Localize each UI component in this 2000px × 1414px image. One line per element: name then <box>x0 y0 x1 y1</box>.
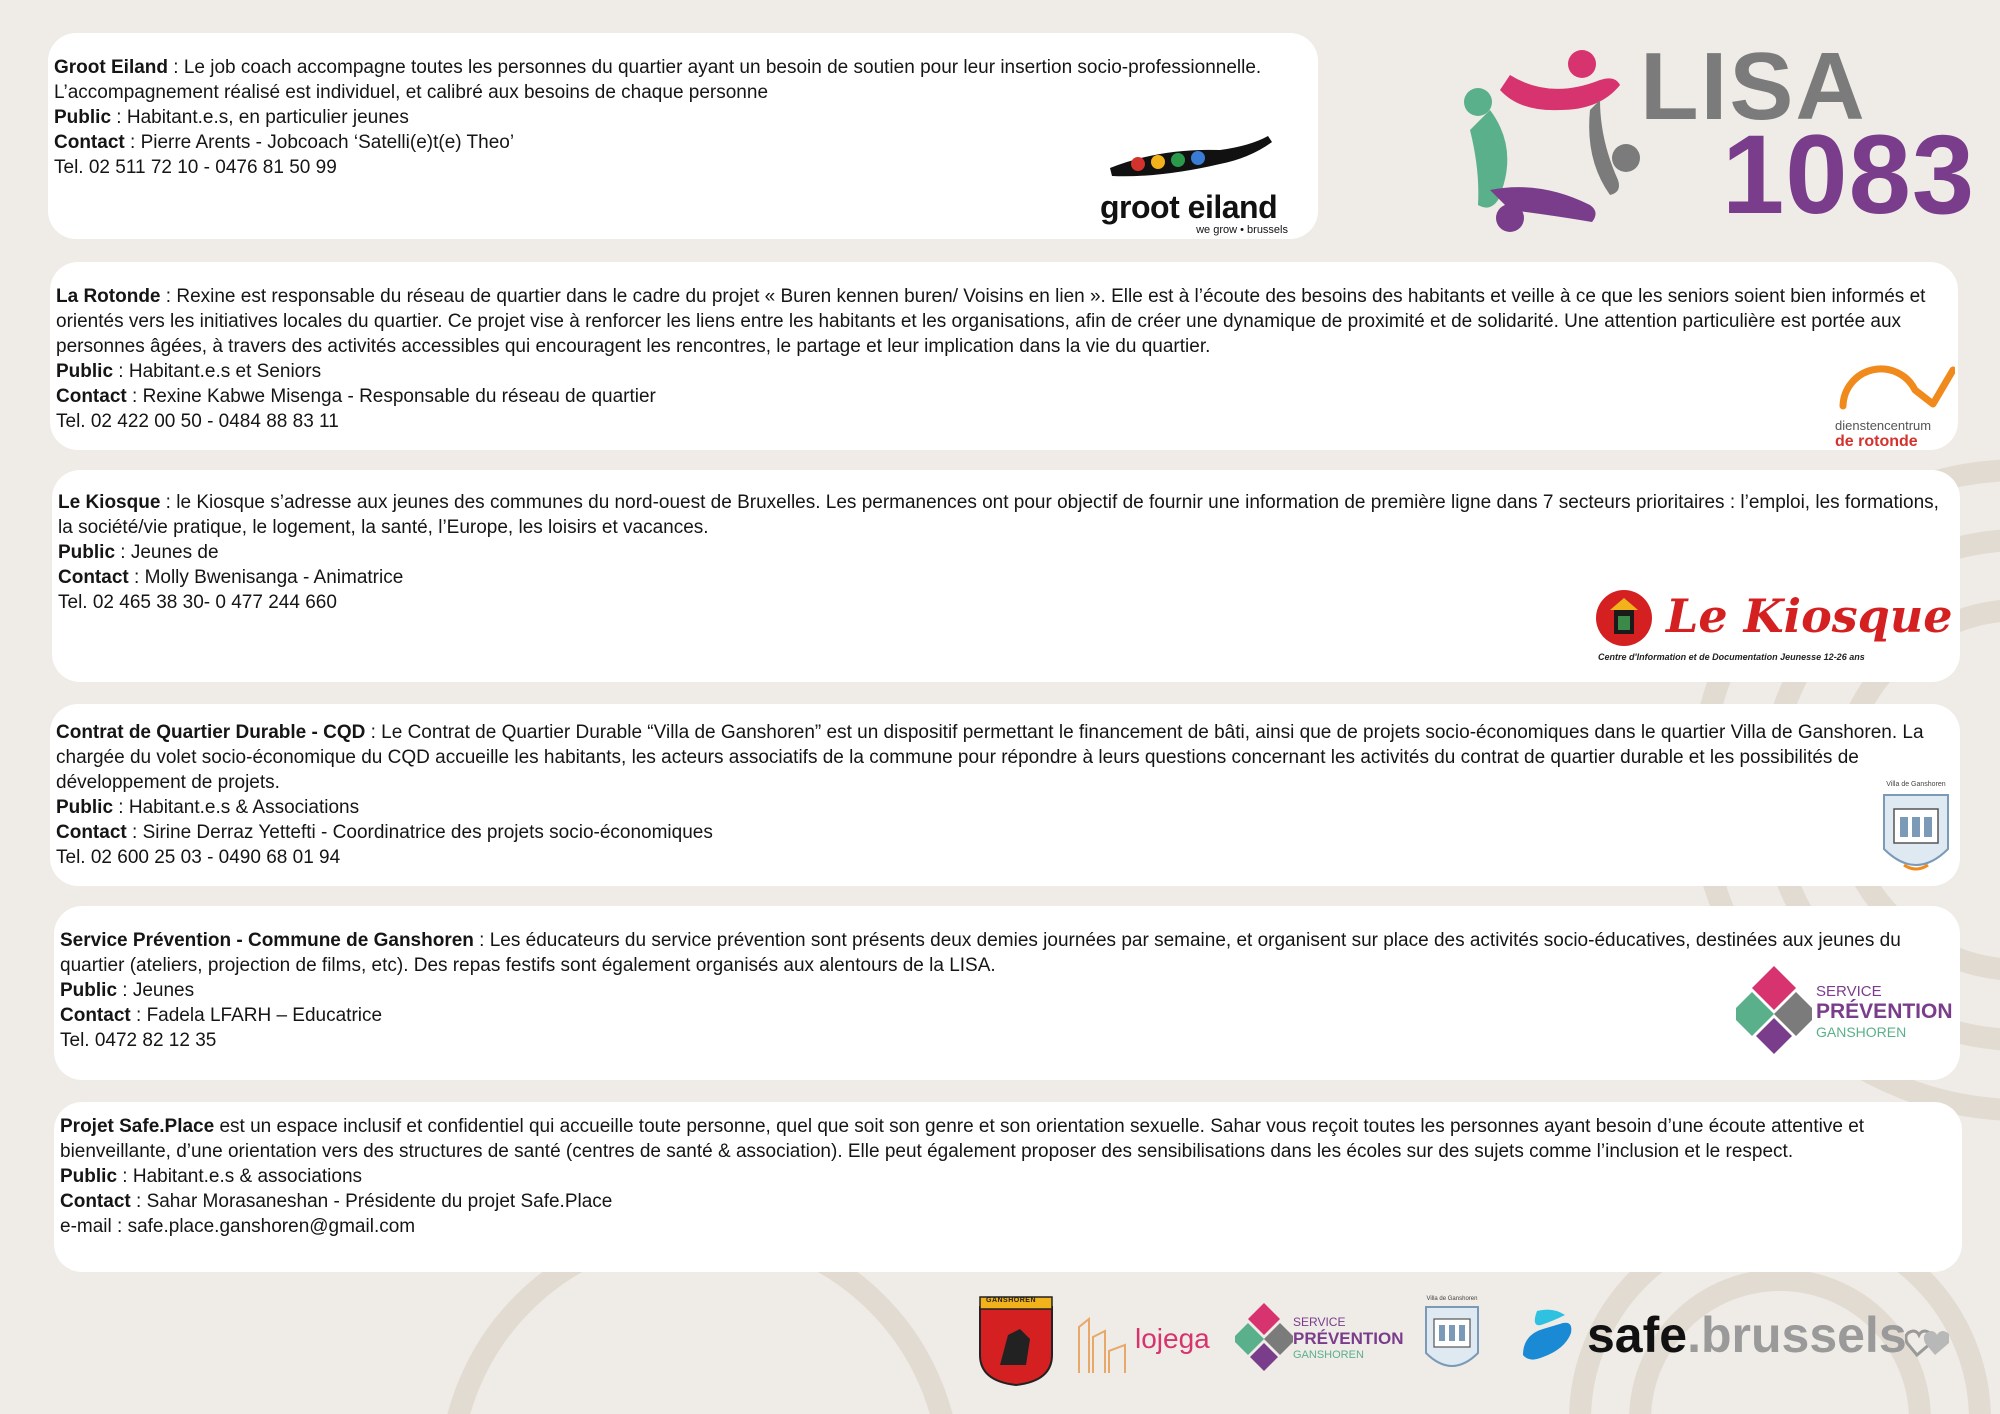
card-description: Service Prévention - Commune de Ganshoren : Les éducateurs du service prévention sont présents deux demies journées par semaine, et organisent sur place des activités socio-éducatives, destinées aux jeunes du quartier (ateliers, projection de films, etc). Des repas festifs sont également organisés aux alentours de la LISA. <box>60 930 1901 976</box>
card-service-prevention <box>54 906 1960 1080</box>
lisa-1083-logo <box>1450 33 1976 240</box>
card-description: Groot Eiland : Le job coach accompagne toutes les personnes du quartier ayant un besoin de soutien pour leur insertion socio-professionnelle. L’accompagnement réalisé est individuel, et calibré aux besoins de chaque personne <box>54 57 1262 103</box>
cqd-caption: Villa de Ganshoren <box>1886 781 1946 788</box>
lojega-logo <box>1071 1301 1211 1381</box>
card-cqd <box>50 704 1960 886</box>
card-safe-place <box>54 1102 1962 1272</box>
partner-logos-row <box>975 1285 1975 1395</box>
rotonde-line2: de rotonde <box>1835 433 1918 450</box>
groot-eiland-logo <box>1100 128 1300 238</box>
kiosque-building-icon <box>1594 588 1654 648</box>
villa-building-icon <box>1876 789 1956 881</box>
card-title: La Rotonde <box>56 286 161 307</box>
prevention-line3: GANSHOREN <box>1816 1024 1907 1040</box>
contact-line: Contact : Sahar Morasaneshan - Présidente du projet Safe.Place <box>60 1191 613 1212</box>
cqd-villa-logo <box>1876 780 1956 886</box>
lisa-people-icon <box>1450 40 1650 240</box>
public-line: Public : Habitant.e.s et Seniors <box>56 361 322 382</box>
public-line: Public : Habitant.e.s & associations <box>60 1166 363 1187</box>
tel-line: Tel. 02 422 00 50 - 0484 88 83 11 <box>56 411 339 432</box>
contact-line: Contact : Fadela LFARH – Educatrice <box>60 1005 383 1026</box>
prevention-small-logo <box>1235 1299 1415 1379</box>
safe-brussels-logo <box>1513 1301 1953 1381</box>
kiosque-logo <box>1594 588 1953 668</box>
kiosque-wordmark: Le Kiosque <box>1666 589 1953 643</box>
card-title: Projet Safe.Place <box>60 1116 215 1137</box>
public-line: Public : Jeunes de <box>58 542 219 563</box>
ganshoren-label: GANSHOREN <box>986 1297 1037 1304</box>
villa-small-logo <box>1420 1295 1484 1385</box>
contact-line: Contact : Molly Bwenisanga - Animatrice <box>58 567 404 588</box>
contact-line: Contact : Rexine Kabwe Misenga - Responsable du réseau de quartier <box>56 386 656 407</box>
card-title: Groot Eiland <box>54 57 168 78</box>
card-description: Projet Safe.Place est un espace inclusif et confidentiel qui accueille toute personne, quel que soit son genre et son orientation sexuelle. Sahar vous reçoit toutes les personnes ayant besoin d’une écoute attentive et bienveillante, d’une orientation vers des structures de santé (centres de santé & association). Elle peut également proposer des sensibilisations dans les écoles sur des sujets comme l’inclusion et le respect. <box>60 1116 1865 1162</box>
card-description: Contrat de Quartier Durable - CQD : Le Contrat de Quartier Durable “Villa de Ganshoren” est un dispositif permettant le financement de bâti, ainsi que de projets socio-économiques dans le quartier Villa de Ganshoren. La chargée du volet socio-économique du CQD accueille les habitants, les acteurs associatifs de la commune pour répondre à leurs questions concernant les activités du contrat de quartier durable et les possibilités de développement de projets. <box>56 722 1924 793</box>
public-line: Public : Habitant.e.s, en particulier jeunes <box>54 107 409 128</box>
email-line: e-mail : safe.place.ganshoren@gmail.com <box>60 1216 416 1237</box>
lojega-wordmark: lojega <box>1135 1323 1210 1354</box>
card-la-rotonde <box>50 262 1958 450</box>
rotonde-arc-icon <box>1835 360 1955 410</box>
safe-brussels-wordmark: safe.brussels <box>1587 1307 1907 1363</box>
villa-small-caption: Villa de Ganshoren <box>1426 1296 1478 1302</box>
hearts-icon <box>1905 1325 1949 1359</box>
card-title: Le Kiosque <box>58 492 161 513</box>
prevention-small-line1: SERVICE <box>1293 1315 1346 1329</box>
safe-brussels-icon <box>1513 1305 1583 1375</box>
pea-pod-icon <box>1100 128 1300 188</box>
ganshoren-crest-logo <box>978 1295 1054 1387</box>
ganshoren-shield-icon <box>978 1295 1054 1387</box>
prevention-small-icon <box>1235 1299 1293 1379</box>
prevention-small-line2: PRÉVENTION <box>1293 1329 1404 1348</box>
prevention-houses-icon <box>1736 962 1812 1062</box>
card-description: La Rotonde : Rexine est responsable du réseau de quartier dans le cadre du projet « Buren kennen buren/ Voisins en lien ». Elle est à l’écoute des besoins des habitants et veille à ce que les seniors soient bien informés et orientés vers les initiatives locales du quartier. Ce projet vise à renforcer les liens entre les habitants et les organisations, afin de créer une dynamique de proximité et de solidarité. Une attention particulière est portée aux personnes âgées, à travers des activités accessibles qui encouragent les rencontres, le partage et leur implication dans la vie du quartier. <box>56 286 1926 357</box>
prevention-line2: PRÉVENTION <box>1816 1000 1953 1023</box>
prevention-logo <box>1736 962 1956 1062</box>
rotonde-line1: dienstencentrum <box>1835 418 1932 433</box>
tel-line: Tel. 02 465 38 30- 0 477 244 660 <box>58 592 337 613</box>
groot-eiland-wordmark: groot eiland <box>1100 189 1278 225</box>
card-description: Le Kiosque : le Kiosque s’adresse aux jeunes des communes du nord-ouest de Bruxelles. Les permanences ont pour objectif de fournir une information de première ligne dans 7 secteurs prioritaires : l’emploi, les formations, la société/vie pratique, le logement, la santé, l’Europe, les loisirs et vacances. <box>58 492 1939 538</box>
tel-line: Tel. 02 511 72 10 - 0476 81 50 99 <box>54 157 337 178</box>
public-line: Public : Jeunes <box>60 980 195 1001</box>
prevention-small-line3: GANSHOREN <box>1293 1349 1364 1361</box>
contact-line: Contact : Pierre Arents - Jobcoach ‘Satelli(e)t(e) Theo’ <box>54 132 515 153</box>
lisa-number: 1083 <box>1722 112 1976 237</box>
lisa-wordmark: LISA <box>1640 33 1867 140</box>
prevention-line1: SERVICE <box>1816 983 1882 1000</box>
villa-small-icon <box>1420 1303 1484 1383</box>
card-title: Service Prévention - Commune de Ganshoren <box>60 930 474 951</box>
card-title: Contrat de Quartier Durable - CQD <box>56 722 366 743</box>
rotonde-logo <box>1835 360 1955 448</box>
groot-eiland-tagline: we grow • brussels <box>1196 224 1288 236</box>
tel-line: Tel. 02 600 25 03 - 0490 68 01 94 <box>56 847 341 868</box>
tel-line: Tel. 0472 82 12 35 <box>60 1030 217 1051</box>
contact-line: Contact : Sirine Derraz Yettefti - Coordinatrice des projets socio-économiques <box>56 822 713 843</box>
lojega-buildings-icon <box>1071 1301 1131 1381</box>
public-line: Public : Habitant.e.s & Associations <box>56 797 360 818</box>
kiosque-tagline: Centre d'Information et de Documentation Jeunesse 12-26 ans <box>1598 652 1865 662</box>
